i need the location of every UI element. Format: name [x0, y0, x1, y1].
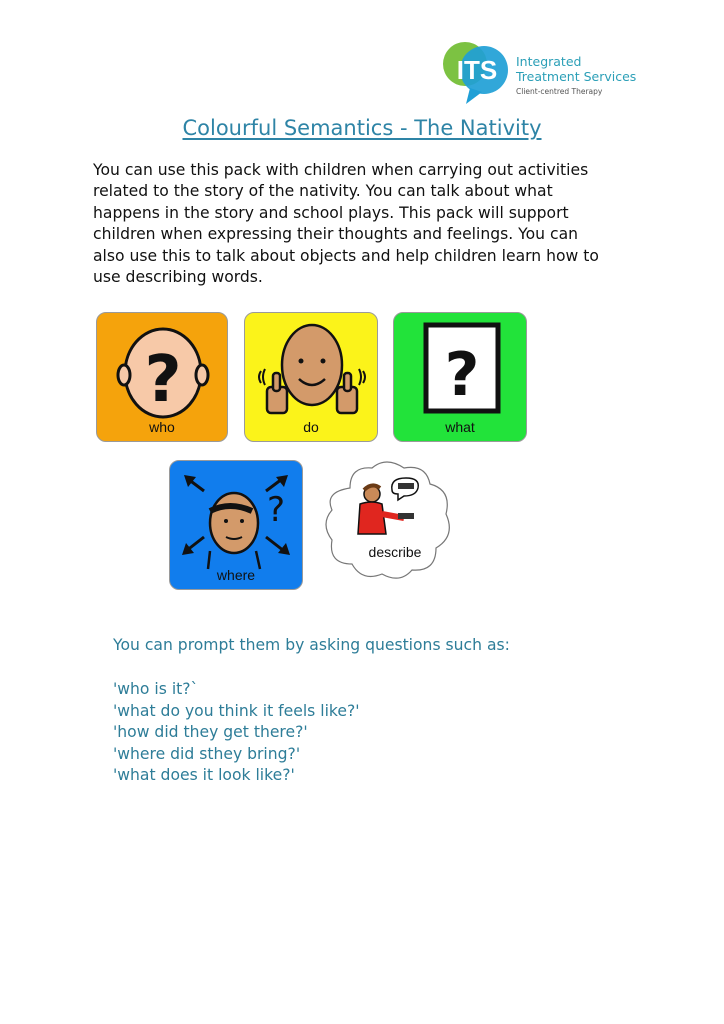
prompt-text: You can prompt them by asking questions such as: — [113, 636, 510, 654]
card-label-what: what — [445, 419, 475, 435]
question-item: 'how did they get there?' — [113, 723, 308, 742]
svg-text:?: ? — [266, 490, 286, 530]
card-label-do: do — [303, 419, 319, 435]
card-label-who: who — [149, 419, 175, 435]
intro-paragraph: You can use this pack with children when carrying out activities related to the story of the nativity. You can talk about what happens in the story and school plays. This pack will support children when expressing their thoughts and feelings. You can also use this to talk about objects and help children learn how to use describing words. — [93, 161, 599, 287]
its-logo-mark — [440, 40, 516, 106]
card-label-where: where — [216, 567, 256, 583]
logo-tagline: Client-centred Therapy — [516, 87, 603, 96]
question-item: 'who is it?` — [113, 680, 199, 698]
page-title: Colourful Semantics - The Nativity — [182, 116, 542, 140]
person-describing-icon — [320, 458, 456, 584]
logo-line2: Treatment Services — [516, 69, 637, 84]
card-label-describe: describe — [368, 544, 422, 560]
question-item: 'what do you think it feels like?' — [113, 701, 360, 720]
card-who — [96, 312, 228, 442]
card-do — [244, 312, 378, 442]
question-list — [113, 679, 360, 787]
logo-line1: Integrated — [516, 54, 582, 69]
logo-mark-text: ITS — [456, 55, 498, 85]
card-describe — [320, 458, 456, 584]
its-logo — [440, 40, 640, 106]
question-item: 'what does it look like?' — [113, 766, 295, 785]
question-item: 'where did sthey bring?' — [113, 744, 301, 763]
svg-text:?: ? — [144, 343, 182, 417]
card-where — [169, 460, 303, 590]
svg-text:?: ? — [444, 340, 480, 410]
card-what — [393, 312, 527, 442]
